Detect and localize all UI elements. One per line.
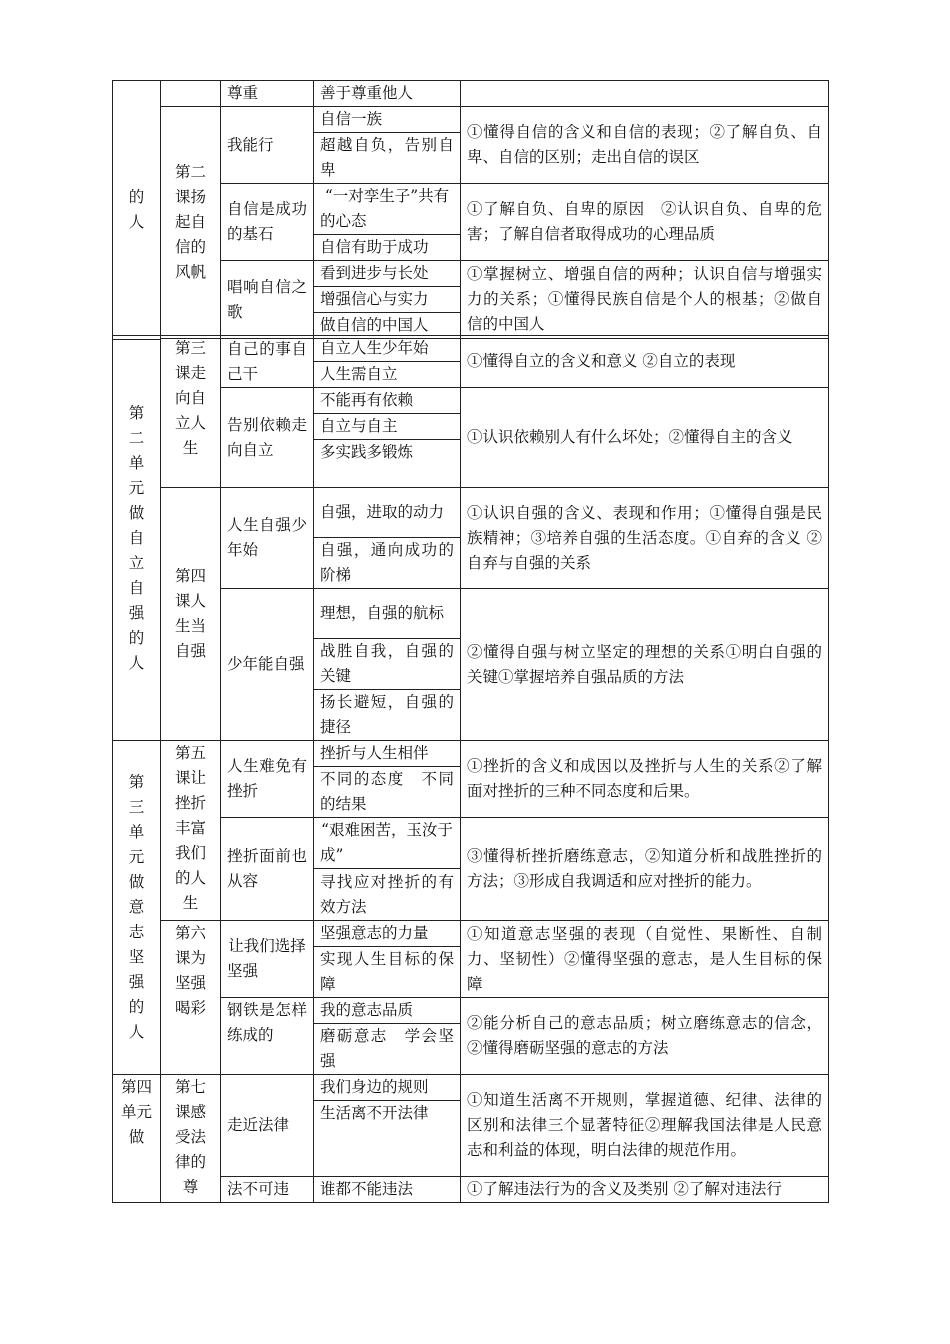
frame-label: 尊重 (227, 84, 259, 102)
topic-label: “一对孪生子”共有的心态 (320, 187, 450, 230)
topic-cell (314, 947, 461, 998)
goal-cell (461, 1177, 829, 1203)
topic-cell (314, 261, 461, 287)
goal-cell (461, 107, 829, 184)
topic-cell (314, 414, 461, 440)
table-row (113, 107, 829, 133)
goal-cell (461, 184, 829, 261)
frame-cell (221, 336, 314, 388)
lesson-6-label: 第六课为坚强喝彩 (174, 924, 206, 1017)
topic-label: 坚强意志的力量 (320, 924, 429, 942)
topic-cell (314, 440, 461, 488)
topic-label: 增强信心与实力 (320, 290, 429, 308)
topic-label: 生活离不开法律 (320, 1104, 429, 1122)
goal-cell (461, 81, 829, 107)
topic-label: 超越自负，告别自卑 (320, 136, 454, 179)
topic-label: 做自信的中国人 (320, 316, 429, 334)
frame-cell (221, 1177, 314, 1203)
goal-text: ①认识自强的含义、表现和作用；①懂得自强是民族精神；③培养自强的生活态度。①自弃的含义 ②自弃与自强的关系 (467, 503, 822, 572)
goal-cell (461, 336, 829, 388)
table-row (113, 488, 829, 538)
unit-4-cell (113, 1075, 161, 1203)
topic-label: 实现人生目标的保障 (320, 950, 454, 993)
goal-text: ①了解违法行为的含义及类别 ②了解对违法行 (467, 1180, 782, 1198)
topic-label: 自信一族 (320, 110, 383, 128)
topic-label: 自立人生少年始 (320, 339, 429, 357)
table-row (113, 741, 829, 767)
frame-label: 我能行 (227, 135, 274, 154)
curriculum-table-continued (112, 335, 829, 1203)
table-row (113, 81, 829, 107)
frame-cell (221, 741, 314, 818)
curriculum-table (112, 80, 829, 340)
topic-label: 人生需自立 (320, 365, 398, 383)
topic-cell (314, 362, 461, 388)
goal-cell (461, 388, 829, 488)
table-row (113, 818, 829, 869)
topic-cell (314, 998, 461, 1024)
topic-cell (314, 589, 461, 639)
lesson-7-label: 第七课感受法律的尊 (174, 1078, 206, 1196)
frame-cell (221, 488, 314, 589)
table-row (113, 388, 829, 414)
frame-cell (221, 1075, 314, 1177)
goal-cell (461, 818, 829, 921)
table-row (113, 921, 829, 947)
lesson-2-cell (161, 107, 221, 339)
unit-3-label: 第三单元做意志坚强的人 (128, 773, 145, 1041)
goal-text: ①懂得自立的含义和意义 ②自立的表现 (467, 352, 736, 370)
goal-text: ①知道生活离不开规则，掌握道德、纪律、法律的区别和法律三个显著特征②理解我国法律是人民意志和利益的体现，明白法律的规范作用。 (467, 1091, 822, 1159)
unit-1-cell (113, 81, 161, 340)
lesson-4-label: 第四课人生当自强 (174, 567, 206, 660)
frame-cell (221, 998, 314, 1075)
topic-cell (314, 488, 461, 538)
goal-text: ①挫折的含义和成因以及挫折与人生的关系②了解面对挫折的三种不同态度和后果。 (467, 757, 822, 800)
frame-label: 自己的事自己干 (227, 339, 307, 383)
frame-label: 人生自强少年始 (227, 516, 307, 559)
topic-cell (314, 1075, 461, 1101)
topic-cell (314, 287, 461, 313)
goal-cell (461, 741, 829, 818)
topic-cell (314, 81, 461, 107)
frame-label: 自信是成功的基石 (227, 200, 307, 243)
frame-label: 法不可违 (227, 1180, 290, 1198)
frame-label: 钢铁是怎样练成的 (227, 1001, 307, 1044)
frame-cell (221, 818, 314, 921)
topic-cell (314, 107, 461, 133)
lesson-5-cell (161, 741, 221, 921)
topic-label: 多实践多锻炼 (320, 443, 414, 461)
topic-label: 自立与自主 (320, 417, 398, 435)
topic-label: 战胜自我，自强的关键 (320, 642, 454, 685)
topic-cell (314, 741, 461, 767)
unit-3-cell (113, 741, 161, 1075)
topic-label: 寻找应对挫折的有效方法 (320, 872, 454, 916)
topic-cell (314, 133, 461, 184)
lesson-7-cell (161, 1075, 221, 1203)
topic-cell (314, 1101, 461, 1177)
topic-label: 挫折与人生相伴 (320, 744, 429, 762)
frame-label: 走近法律 (227, 1116, 290, 1134)
topic-cell (314, 869, 461, 921)
unit-2-label: 第二单元做自立自强的人 (128, 403, 145, 672)
table-row (113, 1177, 829, 1203)
goal-text: ①掌握树立、增强自信的两种；认识自信与增强实力的关系；①懂得民族自信是个人的根基；②做自信的中国人 (467, 265, 822, 333)
topic-cell (314, 921, 461, 947)
table-row (113, 998, 829, 1024)
goal-text: ②懂得自强与树立坚定的理想的关系①明白自强的关键①掌握培养自强品质的方法 (467, 642, 822, 686)
goal-text: ①知道意志坚强的表现（自觉性、果断性、自制力、坚韧性）②懂得坚强的意志，是人生目标的保障 (467, 924, 822, 993)
frame-cell (221, 81, 314, 107)
frame-cell (221, 261, 314, 339)
topic-label: “艰难困苦，玉汝于成” (320, 821, 453, 864)
topic-cell (314, 818, 461, 869)
frame-label: 人生难免有挫折 (227, 757, 307, 800)
topic-label: 看到进步与长处 (320, 264, 429, 282)
topic-label: 理想，自强的航标 (320, 604, 445, 622)
lesson-2-label: 第二课扬起自信的风帆 (174, 163, 206, 281)
unit-4-label: 第四单元做 (120, 1078, 152, 1146)
goal-cell (461, 1075, 829, 1177)
topic-cell (314, 235, 461, 261)
topic-label: 自强，通向成功的阶梯 (320, 541, 454, 584)
goal-text: ③懂得析挫折磨练意志，②知道分析和战胜挫折的方法；③形成自我调适和应对挫折的能力。 (467, 847, 822, 890)
table-row (113, 261, 829, 287)
lesson-6-cell (161, 921, 221, 1075)
frame-cell (221, 589, 314, 741)
topic-label: 磨砺意志 学会坚强 (320, 1027, 454, 1070)
goal-text: ①了解自负、自卑的原因 ②认识自负、自卑的危害；了解自信者取得成功的心理品质 (467, 200, 822, 243)
topic-cell (314, 538, 461, 589)
unit-2-cell (113, 336, 161, 741)
frame-label: 少年能自强 (227, 655, 305, 673)
topic-label: 不同的态度 不同的结果 (320, 770, 454, 813)
frame-label: 唱响自信之歌 (227, 277, 307, 321)
frame-label: 告别依赖走向自立 (227, 415, 307, 459)
topic-cell (314, 388, 461, 414)
frame-label: 让我们选择坚强 (227, 937, 306, 980)
frame-cell (221, 184, 314, 261)
goal-cell (461, 261, 829, 339)
goal-cell (461, 488, 829, 589)
lesson-5-label: 第五课让挫折丰富我们的人生 (174, 744, 206, 912)
topic-label: 我的意志品质 (320, 1001, 414, 1019)
goal-text: ①认识依赖别人有什么坏处；②懂得自主的含义 (467, 428, 793, 446)
frame-cell (221, 921, 314, 998)
goal-cell (461, 998, 829, 1075)
topic-cell (314, 1024, 461, 1075)
frame-cell (221, 388, 314, 488)
topic-cell (314, 336, 461, 362)
goal-cell (461, 589, 829, 741)
lesson-cell-empty (161, 81, 221, 107)
topic-label: 自信有助于成功 (320, 238, 429, 256)
topic-cell (314, 690, 461, 741)
topic-label: 不能再有依赖 (320, 391, 414, 409)
topic-label: 扬长避短，自强的捷径 (320, 693, 454, 736)
table-row (113, 1075, 829, 1101)
frame-cell (221, 107, 314, 184)
topic-cell (314, 184, 461, 235)
goal-text: ①懂得自信的含义和自信的表现；②了解自负、自卑、自信的区别；走出自信的误区 (467, 123, 822, 166)
topic-cell (314, 639, 461, 690)
goal-text: ②能分析自己的意志品质；树立磨练意志的信念，②懂得磨砺坚强的意志的方法 (467, 1014, 822, 1057)
goal-cell (461, 921, 829, 998)
topic-cell (314, 767, 461, 818)
topic-label: 自强，进取的动力 (320, 503, 445, 521)
topic-label: 我们身边的规则 (320, 1078, 429, 1096)
table-row (113, 589, 829, 639)
topic-label: 谁都不能违法 (320, 1180, 414, 1198)
lesson-3-label: 第三课走向自立人生 (174, 339, 206, 457)
table-row (113, 184, 829, 235)
lesson-3-cell (161, 336, 221, 488)
unit-1-label: 的人 (128, 187, 145, 231)
topic-label: 善于尊重他人 (320, 84, 414, 102)
lesson-4-cell (161, 488, 221, 741)
frame-label: 挫折面前也从容 (227, 847, 307, 890)
topic-cell (314, 1177, 461, 1203)
table-row (113, 336, 829, 362)
